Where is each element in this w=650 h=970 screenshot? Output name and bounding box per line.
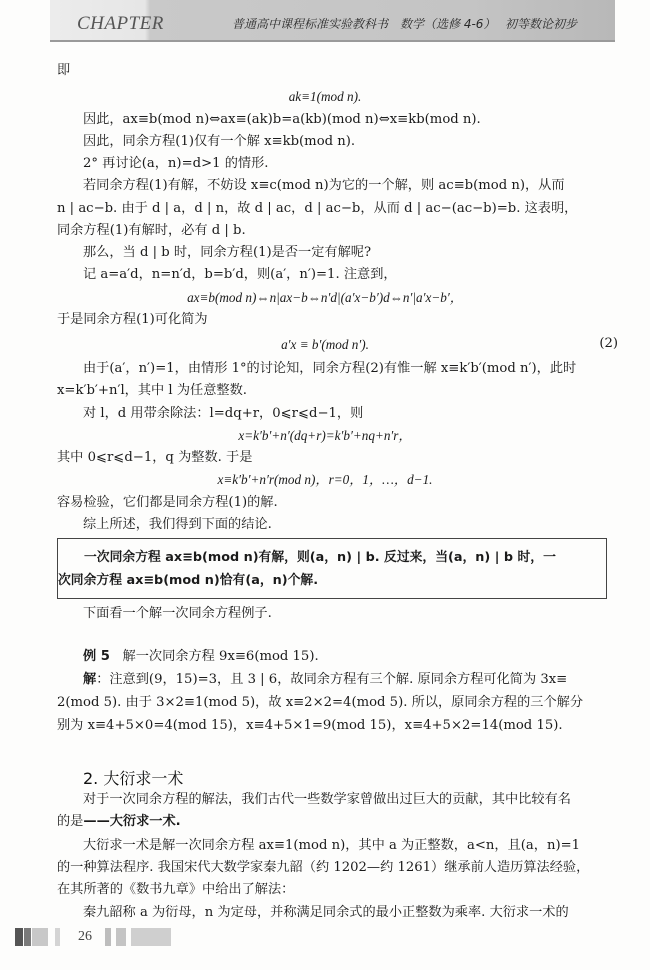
display-equation: x≡k′b′+n′r(mod n)，r=0，1，…，d−1. [217,472,433,487]
example-label: 例 5 [83,649,110,664]
book-title: 普通高中课程标准实验教科书 数学（选修 4-6） [232,17,496,31]
body-line: 秦九韶称 a 为衍母，n 为定母，并称满足同余式的最小正整数为乘率. 大衍求一术的 [83,905,569,920]
display-equation: a′x ≡ b′(mod n′). [281,337,369,352]
theorem-line: 次同余方程 ax≡b(mod n)恰有(a，n)个解. [58,573,319,588]
body-line: 在其所著的《数书九章》中给出了解法： [57,882,295,897]
body-line: 那么，当 d | b 时，同余方程(1)是否一定有解呢? [83,245,372,260]
solution-label: 解 [83,672,97,687]
body-line: 其中 0⩽r⩽d−1，q 为整数. 于是 [57,450,253,465]
body-line: n | ac−b. 由于 d | a，d | n，故 d | ac，d | ac−b，从而 d | ac−(ac−b)=b. 这表明， [57,201,578,216]
footer-decoration [24,928,31,946]
chapter-topic: 初等数论初步 [505,17,578,31]
display-equation: x=k′b′+n′(dq+r)=k′b′+nq+n′r， [238,428,412,443]
body-line: 因此，同余方程(1)仅有一个解 x≡kb(mod n). [83,134,356,149]
body-line: 下面看一个解一次同余方程例子. [83,606,272,621]
body-line: 因此，ax≡b(mod n)⇔ax≡(ak)b=a(kb)(mod n)⇔x≡kb(mod n). [83,112,481,127]
footer-decoration [32,928,48,946]
footer-decoration [15,928,23,946]
display-equation: ak≡1(mod n). [288,89,362,104]
example-heading [83,648,643,666]
theorem-box [57,538,607,599]
running-header [50,0,615,42]
body-line: x=k′b′+n′l，其中 l 为任意整数. [57,383,247,398]
body-line: 对于一次同余方程的解法，我们古代一些数学家曾做出过巨大的贡献，其中比较有名 [83,792,571,807]
chapter-label: CHAPTER [77,13,164,34]
body-line: 记 a=a′d，n=n′d，b=b′d，则(a′，n′)=1. 注意到， [83,267,397,282]
body-line: 由于(a′，n′)=1，由情形 1°的讨论知，同余方程(2)有惟一解 x≡k′b′(mod n′)，此时 [83,361,577,376]
solution-line: 2(mod 5). 由于 3×2≡1(mod 5)，故 x≡2×2=4(mod 5). 所以，原同余方程的三个解分 [57,695,584,710]
example-problem: 解一次同余方程 9x≡6(mod 15). [122,649,319,664]
body-line: 同余方程(1)有解时，必有 d | b. [57,223,246,238]
section-title: 2. 大衍求一术 [83,769,184,788]
theorem-line: 一次同余方程 ax≡b(mod n)有解，则(a，n) | b. 反过来，当(a，n) | b 时，一 [84,550,556,565]
body-line: 大衍求一术是解一次同余方程 ax≡1(mod n)，其中 a 为正整数，a<n，且(a，n)=1 [83,838,581,853]
solution-line [83,671,643,689]
body-line: 的一种算法程序. 我国宋代大数学家秦九韶（约 1202—约 1261）继承前人造历算法经验， [57,860,590,875]
body-line: 2° 再讨论(a，n)=d>1 的情形. [83,156,269,171]
body-line [57,813,617,831]
body-line: 若同余方程(1)有解，不妨设 x≡c(mod n)为它的一个解，则 ac≡b(mod n)，从而 [83,178,565,193]
body-line: 即 [57,63,71,78]
text: 的是 [57,814,84,829]
term-highlight: ——大衍求一术. [83,814,181,829]
body-line: 综上所述，我们得到下面的结论. [83,517,272,532]
body-line: 于是同余方程(1)可化简为 [57,312,208,327]
body-line: 容易检验，它们都是同余方程(1)的解. [57,495,278,510]
solution-text: ：注意到(9，15)=3，且 3 | 6，故同余方程有三个解. 原同余方程可化简为 3x≡ [96,672,568,687]
page-number: 26 [78,929,92,944]
footer-decoration [116,928,126,946]
footer-decoration [131,928,171,946]
equation-number: (2) [599,336,618,351]
footer-decoration [55,928,60,946]
body-line: 对 l，d 用带余除法：l=dq+r，0⩽r⩽d−1，则 [83,406,364,421]
footer-decoration [105,928,111,946]
solution-line: 别为 x≡4+5×0=4(mod 15)，x≡4+5×1=9(mod 15)，x≡4+5×2=14(mod 15). [57,718,563,733]
display-equation: ax≡b(mod n)⇔n|ax−b⇔n′d|(a′x−b′)d⇔n′|a′x−b′， [187,290,463,305]
